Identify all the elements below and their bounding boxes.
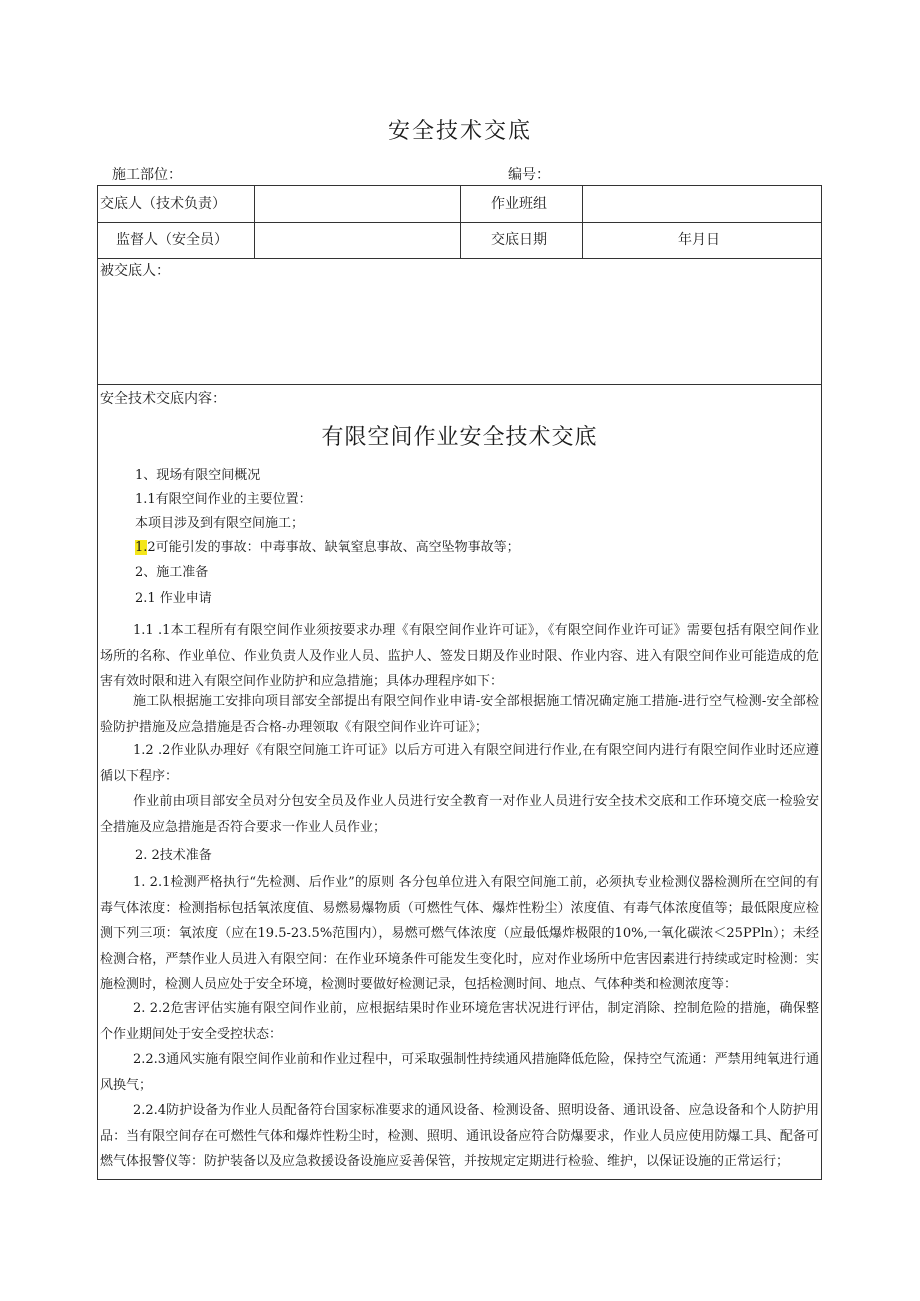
recipient-label: 被交底人：	[100, 263, 170, 279]
subsection-text: 2可能引发的事故：中毒事故、缺氧窒息事故、高空坠物事故等；	[147, 540, 520, 555]
disclosure-form	[97, 185, 822, 1180]
paragraph: 作业前由项目部安全员对分包安全员及作业人员进行安全教育一对作业人员进行安全技术交底和工作环境交底一检验安全措施及应急措施是否符合要求一作业人员作业；	[100, 794, 819, 835]
document-title: 有限空间作业安全技术交底	[321, 425, 598, 450]
paragraph: 2. 2.2危害评估实施有限空间作业前，应根据结果时作业环境危害状况进行评估，制定消除、控制危险的措施，确保整个作业期间处于安全受控状态：	[100, 1001, 819, 1042]
subsection-heading: 1.1有限空间作业的主要位置：	[135, 492, 312, 507]
section-heading: 2、施工准备	[135, 565, 209, 580]
highlight-marker: 1.	[135, 540, 148, 555]
subsection-heading: 2.1 作业申请	[135, 591, 212, 606]
paragraph: 1.1 .1本工程所有有限空间作业须按要求办理《有限空间作业许可证》，《有限空间作业许可证》需要包括有限空间作业场所的名称、作业单位、作业负责人及作业人员、监护人、签发日期及作业时限、作业内容、进入有限空间作业可能造成的危害有效时限和进入有限空间作业防护和应急措施；具体办理程序如下：	[100, 623, 819, 689]
subsection-heading	[135, 536, 520, 555]
subsection-detail: 本项目涉及到有限空间施工；	[135, 516, 305, 531]
paragraph: 1. 2.1检测严格执行“先检测、后作业”的原则 各分包单位进入有限空间施工前，必须执专业检测仪器检测所在空间的有毒气体浓度：检测指标包括氧浓度值、易燃易爆物质（可燃性气体、爆炸性粉尘）浓度值、有毒气体浓度值等；最低限度应检测下列三项：氧浓度（应在19.5-23.5%范围内），易燃可燃气体浓度（应最低爆炸极限的10%,一氧化碳浓＜25PPln）；未经检测合格，严禁作业人员进入有限空间：在作业环境条件可能发生变化时，应对作业场所中危害因素进行持续或定时检测：实施检测时，检测人员应处于安全环境，检测时要做好检测记录，包括检测时间、地点、气体种类和检测浓度等：	[100, 875, 819, 992]
row-divider	[98, 384, 821, 385]
paragraph: 2.2.3通风实施有限空间作业前和作业过程中，可采取强制性持续通风措施降低危险，保持空气流通：严禁用纯氧进行通风换气；	[100, 1052, 819, 1093]
date-label: 交底日期	[491, 232, 547, 248]
row-divider	[98, 258, 821, 259]
column-divider	[254, 186, 255, 258]
page-title: 安全技术交底	[387, 119, 532, 144]
column-divider	[460, 186, 461, 258]
supervisor-label: 监督人（安全员）	[116, 232, 228, 248]
work-team-label: 作业班组	[491, 196, 547, 212]
subsection-heading: 2. 2技术准备	[135, 848, 212, 863]
section-heading: 1、现场有限空间概况	[135, 468, 261, 483]
number-label: 编号：	[508, 167, 550, 183]
date-field[interactable]: 年月日	[678, 232, 720, 248]
construction-site-label: 施工部位：	[112, 167, 182, 183]
presenter-label: 交底人（技术负责）	[100, 196, 226, 212]
paragraph: 2.2.4防护设备为作业人员配备符台国家标准要求的通风设备、检测设备、照明设备、通讯设备、应急设备和个人防护用品：当有限空间存在可燃性气体和爆炸性粉尘时，检测、照明、通讯设备应符合防爆要求，作业人员应使用防爆工具、配备可燃气体报警仪等：防护装备以及应急救援设备设施应妥善保管，并按规定定期进行检验、维护，以保证设施的正常运行；	[100, 1103, 819, 1169]
paragraph: 1.2 .2作业队办理好《有限空间施工许可证》以后方可进入有限空间进行作业,在有限空间内进行有限空间作业时还应遵循以下程序：	[100, 743, 819, 784]
column-divider	[582, 186, 583, 258]
paragraph: 施工队根据施工安排向项目部安全部提出有限空间作业申请-安全部根据施工情况确定施工措施-进行空气检测-安全部检验防护措施及应急措施是否合格-办理领取《有限空间作业许可证》；	[100, 694, 819, 735]
content-section-label: 安全技术交底内容：	[100, 391, 226, 407]
